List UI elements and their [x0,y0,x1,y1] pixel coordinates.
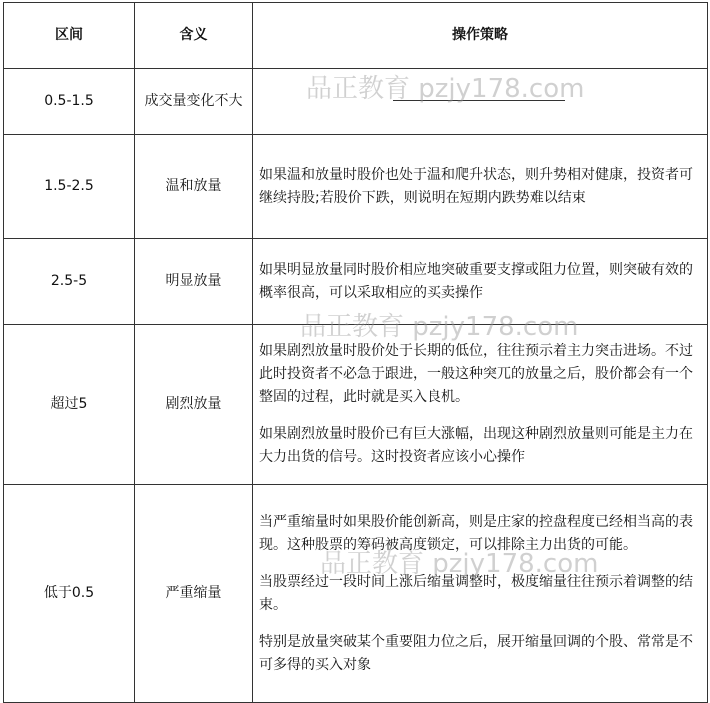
strategy-cell [253,485,708,703]
range-cell: 低于0.5 [4,485,135,703]
decorative-underline [393,100,565,101]
range-cell: 超过5 [4,325,135,485]
table-row [4,69,708,135]
strategy-paragraph: 当股票经过一段时间上涨后缩量调整时，极度缩量往往预示着调整的结束。 [259,573,693,613]
range-cell: 1.5-2.5 [4,135,135,239]
strategy-paragraph: 如果明显放量同时股价相应地突破重要支撑或阻力位置，则突破有效的概率很高，可以采取相应的买卖操作 [259,261,693,301]
meaning-cell: 严重缩量 [135,485,253,703]
meaning-cell: 明显放量 [135,239,253,325]
meaning-cell: 温和放量 [135,135,253,239]
strategy-cell [253,135,708,239]
watermark-text: 品正教育 pzjy178.com [306,74,585,104]
strategy-paragraph: 如果温和放量时股价也处于温和爬升状态，则升势相对健康，投资者可继续持股;若股价下跌，则说明在短期内跌势难以结束 [259,166,693,206]
table-row [4,485,708,703]
meaning-text: 成交量变化不大 [144,93,243,109]
volume-ratio-table [3,2,708,703]
meaning-cell: 剧烈放量 [135,325,253,485]
table-row [4,239,708,325]
range-cell: 2.5-5 [4,239,135,325]
range-cell: 0.5-1.5 [4,69,135,135]
watermark-text: 品正教育 pzjy178.com [300,312,579,342]
table-row [4,135,708,239]
watermark-text: 品正教育 pzjy178.com [320,549,599,579]
table-row [4,325,708,485]
meaning-cell [135,69,253,135]
header-row [4,3,708,69]
strategy-cell [253,325,708,485]
strategy-paragraph: 当严重缩量时如果股价能创新高，则是庄家的控盘程度已经相当高的表现。这种股票的筹码被高度锁定，可以排除主力出货的可能。 [259,513,693,553]
strategy-paragraph: 特别是放量突破某个重要阻力位之后，展开缩量回调的个股、常常是不可多得的买入对象 [259,633,693,673]
header-meaning: 含义 [135,3,253,69]
strategy-paragraph: 如果剧烈放量时股价已有巨大涨幅，出现这种剧烈放量则可能是主力在大力出货的信号。这时投资者应该小心操作 [259,426,693,465]
strategy-cell [253,239,708,325]
strategy-cell [253,69,708,135]
header-strategy: 操作策略 [253,3,708,69]
strategy-paragraph: 如果剧烈放量时股价处于长期的低位，往往预示着主力突击进场。不过此时投资者不必急于跟进，一般这种突兀的放量之后，股价都会有一个整固的过程，此时就是买入良机。 [259,343,693,405]
header-range: 区间 [4,3,135,69]
